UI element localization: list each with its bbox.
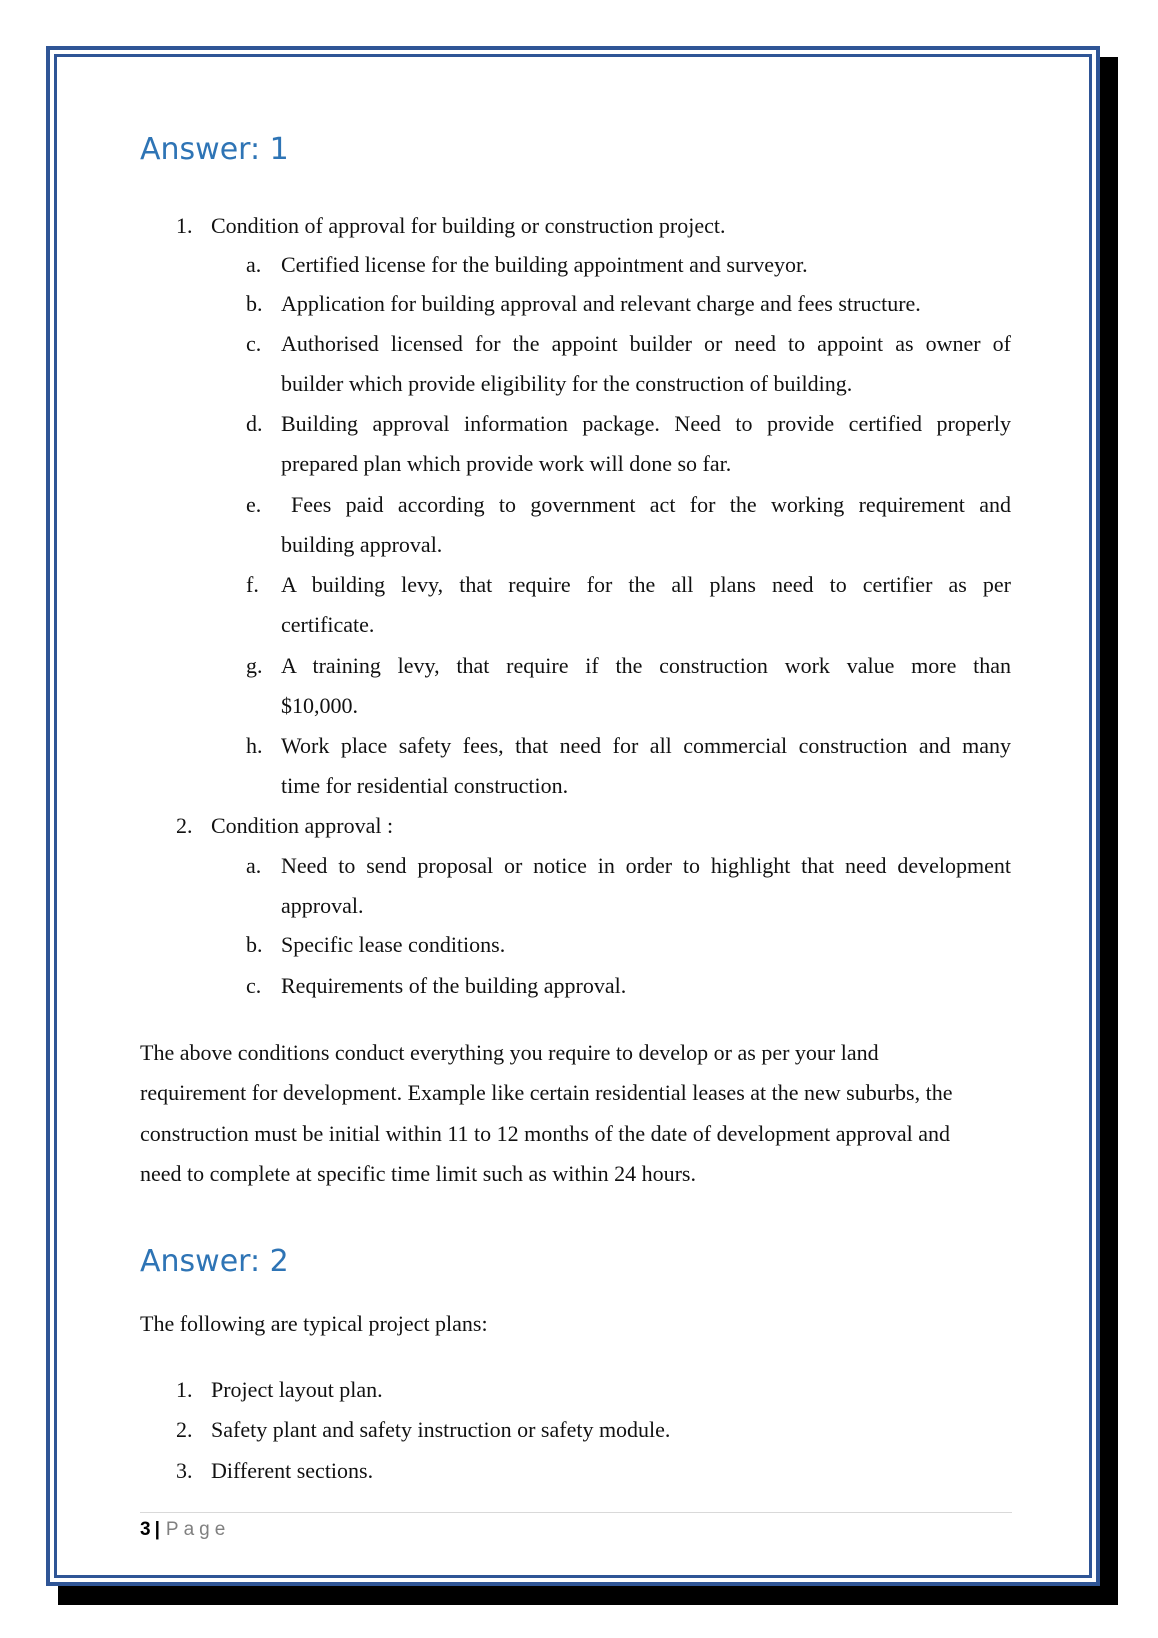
sublist-marker: f. [246,572,259,597]
sublist-marker: b. [246,291,263,316]
list-item: Different sections. [211,1458,374,1483]
page-border-inner [54,54,1092,1578]
sublist-item-continued: time for residential construction. [281,773,569,798]
body-paragraph-line: The above conditions conduct everything you require to develop or as per your land [140,1040,879,1065]
sublist-item: Authorised licensed for the appoint builder or need to appoint as owner of [281,331,1011,356]
sublist-marker: b. [246,932,263,957]
sublist-item-continued: prepared plan which provide work will done so far. [281,451,732,476]
list-item: Condition approval : [211,813,394,838]
sublist-item-continued: $10,000. [281,693,358,718]
sublist-item: Application for building approval and relevant charge and fees structure. [281,291,921,316]
sublist-marker: g. [246,653,263,678]
footer-separator: | [154,1519,160,1540]
body-paragraph-line: construction must be initial within 11 to 12 months of the date of development approval and [140,1121,950,1146]
list-item: Project layout plan. [211,1377,383,1402]
sublist-marker: h. [246,733,263,758]
sublist-item-continued: approval. [281,893,364,918]
sublist-item: A building levy, that require for the all plans need to certifier as per [281,572,1011,597]
list-marker: 1. [176,213,193,238]
sublist-item-continued: certificate. [281,612,375,637]
list-marker: 3. [176,1458,193,1483]
sublist-item: A training levy, that require if the construction work value more than [281,653,1011,678]
sublist-marker: e. [246,492,262,517]
sublist-item: Fees paid according to government act for the working requirement and [291,492,1011,517]
sublist-item-continued: builder which provide eligibility for the construction of building. [281,371,853,396]
body-paragraph-line: need to complete at specific time limit such as within 24 hours. [140,1161,696,1186]
sublist-item: Specific lease conditions. [281,932,506,957]
sublist-marker: a. [246,252,262,277]
page-footer [140,1518,230,1542]
sublist-item: Need to send proposal or notice in order to highlight that need development [281,853,1011,878]
sublist-item: Certified license for the building appointment and surveyor. [281,252,808,277]
page-number: 3 [140,1519,151,1540]
sublist-marker: a. [246,853,262,878]
list-item: Safety plant and safety instruction or safety module. [211,1417,671,1442]
answer-2-heading: Answer: 2 [140,1244,289,1279]
answer-2-intro: The following are typical project plans: [140,1311,488,1336]
list-marker: 2. [176,813,193,838]
list-marker: 1. [176,1377,193,1402]
page-label: Page [165,1519,231,1540]
sublist-item: Requirements of the building approval. [281,973,627,998]
sublist-item: Work place safety fees, that need for all commercial construction and many [281,733,1011,758]
list-marker: 2. [176,1417,193,1442]
sublist-item-continued: building approval. [281,532,443,557]
list-item: Condition of approval for building or construction project. [211,213,726,238]
sublist-marker: c. [246,331,262,356]
answer-1-heading: Answer: 1 [140,132,289,167]
sublist-item: Building approval information package. Need to provide certified properly [281,411,1011,436]
sublist-marker: c. [246,973,262,998]
body-paragraph-line: requirement for development. Example like certain residential leases at the new suburbs, the [140,1080,953,1105]
sublist-marker: d. [246,411,263,436]
footer-divider [140,1512,1012,1513]
